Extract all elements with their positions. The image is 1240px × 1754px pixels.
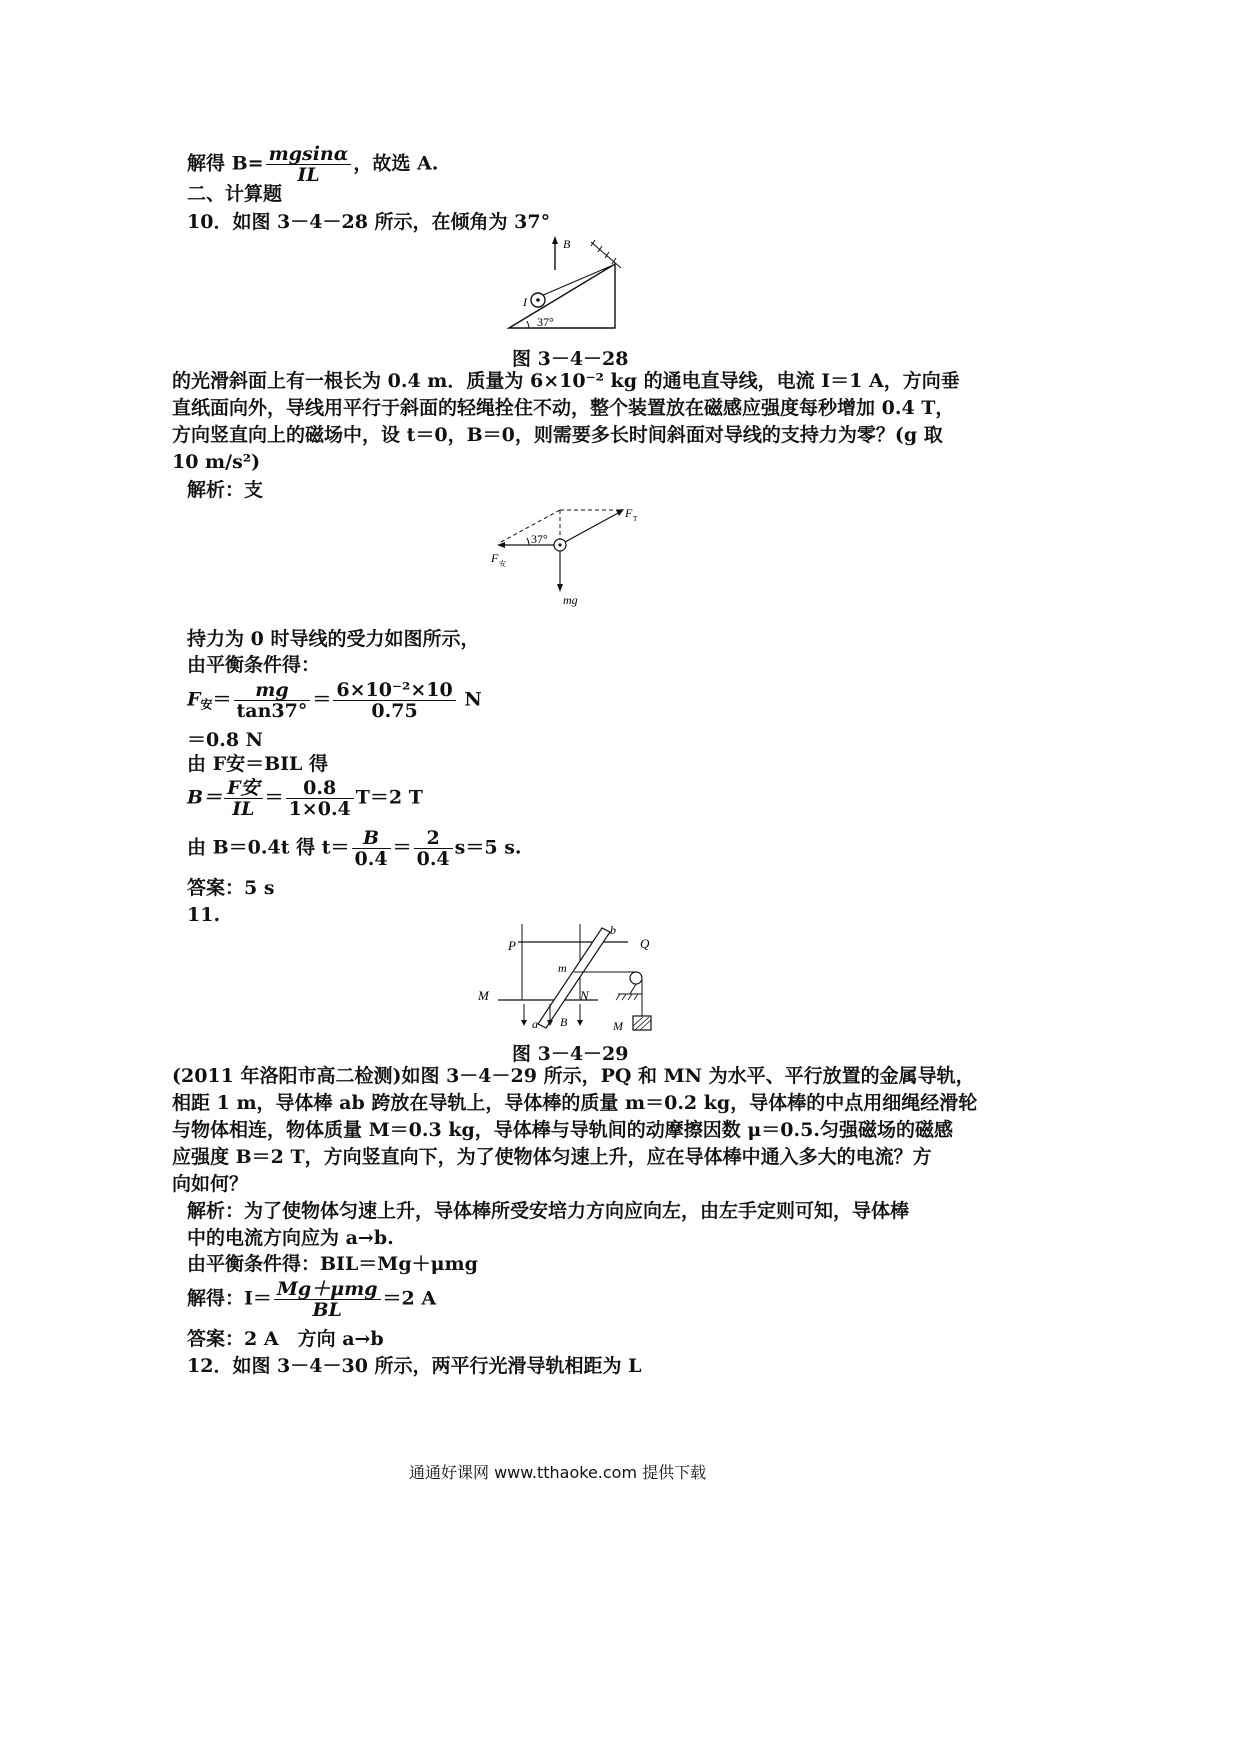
label-B: B	[560, 1015, 568, 1029]
label-Fan-sub: 安	[499, 560, 506, 568]
eq-unit: N	[464, 688, 482, 711]
label-angle: 37°	[537, 315, 554, 329]
question-11-line-5: 向如何？	[172, 1173, 249, 1195]
label-FT-sub: T	[633, 515, 638, 523]
denominator: IL	[297, 164, 320, 186]
arrowhead	[497, 542, 505, 548]
question-11-line-1: (2011 年洛阳市高二检测)如图 3－4－29 所示，PQ 和 MN 为水平、平行放置的金属导轨，	[172, 1065, 975, 1087]
label-M-block: M	[613, 1019, 623, 1033]
hatch	[616, 994, 638, 1000]
fraction	[266, 144, 352, 185]
fraction	[333, 680, 455, 721]
numerator: F安	[224, 778, 263, 799]
label-P: P	[508, 938, 516, 953]
result-suffix: ，故选 A.	[353, 152, 439, 175]
question-12: 12．如图 3－4－30 所示，两平行光滑导轨相距为 L	[187, 1355, 642, 1377]
analysis-11-line-1: 解析：为了使物体匀速上升，导体棒所受安培力方向应向左，由左手定则可知，导体棒	[187, 1200, 910, 1222]
eq-rhs: T＝2 T	[355, 786, 423, 809]
question-11-line-4: 应强度 B＝2 T，方向竖直向下，为了使物体匀速上升，应在导体棒中通入多大的电流？方	[172, 1146, 932, 1168]
angle-arc	[527, 321, 529, 328]
arrowhead	[616, 509, 624, 516]
numerator: 0.8	[286, 778, 354, 799]
denominator: IL	[232, 798, 255, 820]
balance-statement: 由平衡条件得：	[187, 654, 321, 676]
denominator: 0.4	[416, 848, 450, 870]
numerator: B	[352, 828, 391, 849]
arrowhead	[552, 236, 558, 244]
equation-result: ＝0.8 N	[187, 729, 264, 751]
eq-rhs: s＝5 s.	[454, 836, 522, 859]
current-dot	[558, 543, 561, 546]
ceiling-hatch	[591, 240, 621, 268]
arrowhead	[577, 1020, 583, 1026]
text-after-figure: 持力为 0 时导线的受力如图所示，	[187, 628, 480, 650]
label-b: b	[610, 923, 616, 937]
eq-lhs: 解得：I＝	[187, 1287, 272, 1310]
force-diagram	[485, 500, 655, 610]
arrowhead	[557, 584, 563, 592]
incline-figure	[505, 232, 625, 332]
question-11-line-2: 相距 1 m，导体棒 ab 跨放在导轨上，导体棒的质量 m＝0.2 kg，导体棒的中点用细绳经滑轮	[172, 1092, 978, 1114]
numerator: mgsinα	[266, 144, 352, 165]
question-10-line-1: 的光滑斜面上有一根长为 0.4 m．质量为 6×10⁻² kg 的通电直导线，电流 I＝1 A，方向垂	[172, 370, 960, 392]
numerator: Mg＋μmg	[274, 1279, 381, 1300]
eq-lhs-sub: 安	[200, 697, 213, 712]
label-Fan: F	[491, 551, 499, 565]
pulley-support	[630, 984, 636, 994]
equation-time: 由 B＝0.4t 得 t＝ $\frac{B}{0.4}$ ＝ $\frac{2}{0.4}$ s＝5 s.	[187, 827, 522, 870]
figure-caption: 图 3－4－29	[512, 1043, 629, 1065]
numerator: mg	[234, 680, 311, 701]
question-10-line-3: 方向竖直向上的磁场中，设 t＝0，B＝0，则需要多长时间斜面对导线的支持力为零？(g 取	[172, 424, 943, 446]
label-mg: mg	[563, 593, 578, 607]
label-N: N	[580, 988, 589, 1003]
angle-arc	[527, 538, 529, 545]
fraction	[286, 778, 354, 819]
eq-rhs: ＝2 A	[382, 1287, 437, 1310]
denominator: 1×0.4	[288, 798, 351, 820]
denominator: BL	[312, 1299, 342, 1321]
fraction	[352, 828, 391, 869]
footer: 通通好课网 www.tthaoke.com 提供下载	[409, 1463, 707, 1482]
rails-figure	[470, 920, 670, 1036]
question-10-line-4: 10 m/s²)	[172, 451, 261, 473]
fraction	[224, 778, 263, 819]
answer-11: 答案：2 A 方向 a→b	[187, 1328, 384, 1350]
equation-relation: 由 F安＝BIL 得	[187, 753, 329, 775]
denominator: tan37°	[236, 700, 308, 722]
section-title: 二、计算题	[187, 183, 283, 205]
eq-lhs: B＝	[187, 786, 223, 809]
numerator: 2	[414, 828, 453, 849]
equation-field: B＝ $\frac{\text{F安}}{IL}$ ＝ $\frac{0.8}{1\times 0.4}$ T＝2 T	[187, 777, 423, 820]
label-B: B	[563, 237, 571, 251]
numerator: 6×10⁻²×10	[333, 680, 455, 701]
label-a: a	[532, 1017, 538, 1031]
conductor-rod	[538, 928, 610, 1028]
arrowhead	[521, 1020, 527, 1026]
analysis-start: 解析：支	[187, 479, 264, 501]
pulley	[630, 972, 642, 984]
result-line	[187, 144, 438, 185]
question-11-line-3: 与物体相连，物体质量 M＝0.3 kg，导体棒与导轨间的动摩擦因数 μ＝0.5.匀强磁场的磁感	[172, 1119, 953, 1141]
tension-vector	[565, 512, 620, 542]
balance-statement-11: 由平衡条件得：BIL＝Mg＋μmg	[187, 1253, 478, 1275]
equation-ampere-force: $F_安=$ $\frac{mg}{\tan 37^\circ}$ ＝ $\frac{\text{6×10⁻²×10}}{0.75}$ N	[187, 679, 482, 722]
analysis-11-line-2: 中的电流方向应为 a→b.	[187, 1227, 394, 1249]
label-I: I	[523, 295, 527, 309]
figure-caption: 图 3－4－28	[512, 348, 629, 370]
fraction	[274, 1279, 381, 1320]
current-dot	[536, 298, 540, 302]
result-prefix: 解得 B=	[187, 152, 264, 175]
equation-current	[187, 1279, 436, 1320]
fraction	[234, 680, 311, 721]
rope	[541, 266, 611, 296]
question-11-number: 11.	[187, 904, 221, 926]
label-m: m	[558, 961, 567, 975]
answer-10: 答案：5 s	[187, 877, 275, 899]
eq-lhs: F	[187, 688, 201, 711]
label-M: M	[478, 988, 489, 1003]
label-angle: 37°	[531, 532, 548, 546]
label-FT: F	[625, 506, 633, 520]
denominator: 0.4	[354, 848, 388, 870]
question-10-intro: 10．如图 3－4－28 所示，在倾角为 37°	[187, 211, 551, 233]
eq-lhs: 由 B＝0.4t 得 t＝	[187, 836, 350, 859]
denominator: 0.75	[371, 700, 418, 722]
label-Q: Q	[640, 936, 650, 951]
fraction	[414, 828, 453, 869]
question-10-line-2: 直纸面向外，导线用平行于斜面的轻绳拴住不动，整个装置放在磁感应强度每秒增加 0.4 T，	[172, 397, 955, 419]
